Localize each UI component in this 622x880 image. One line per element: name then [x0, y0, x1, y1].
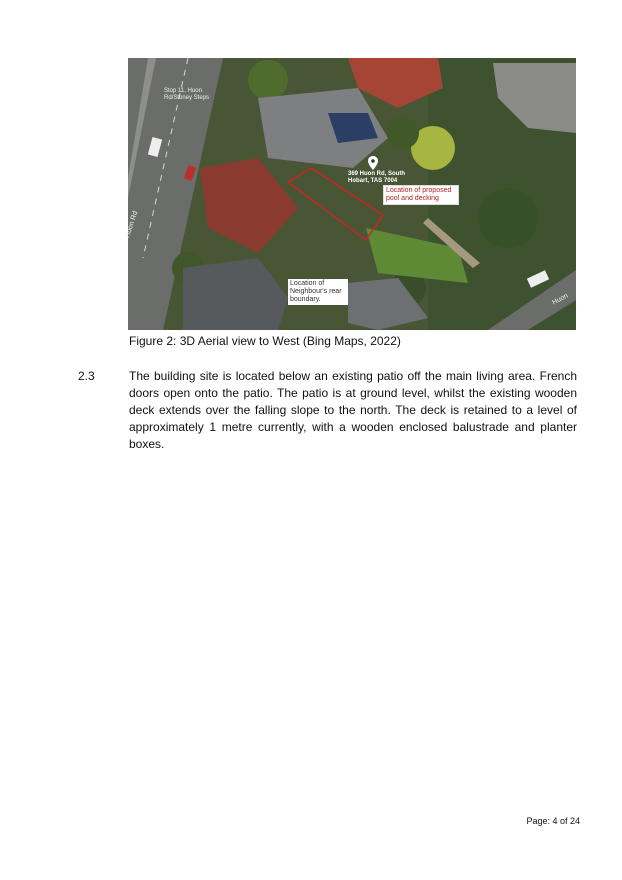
figure-caption: Figure 2: 3D Aerial view to West (Bing Maps, 2022) — [129, 334, 401, 348]
aerial-view-image — [124, 58, 576, 330]
section-number: 2.3 — [78, 369, 95, 383]
road-label-bottom: Huon — [551, 292, 570, 307]
pool-callout: Location of proposed pool and decking — [383, 185, 459, 205]
road-label-huon-rd: Huon Rd — [124, 210, 140, 239]
section-paragraph: The building site is located below an existing patio off the main living area. French doors open onto the patio. The patio is at ground level, whilst the existing wooden deck extends over the falling slope to the north. The deck is retained to a level of approximately 1 metre currently, with a wooden enclosed balustrade and planter boxes. — [129, 369, 577, 451]
map-pin-icon — [368, 156, 378, 170]
address-label: 369 Huon Rd, South Hobart, TAS 7004 — [348, 171, 405, 184]
page-number: Page: 4 of 24 — [526, 816, 580, 826]
neighbour-callout: Location of Neighbour's rear boundary. — [288, 279, 348, 305]
road-label-stop: Stop 11, Huon Rd/Stoney Steps — [164, 88, 210, 101]
